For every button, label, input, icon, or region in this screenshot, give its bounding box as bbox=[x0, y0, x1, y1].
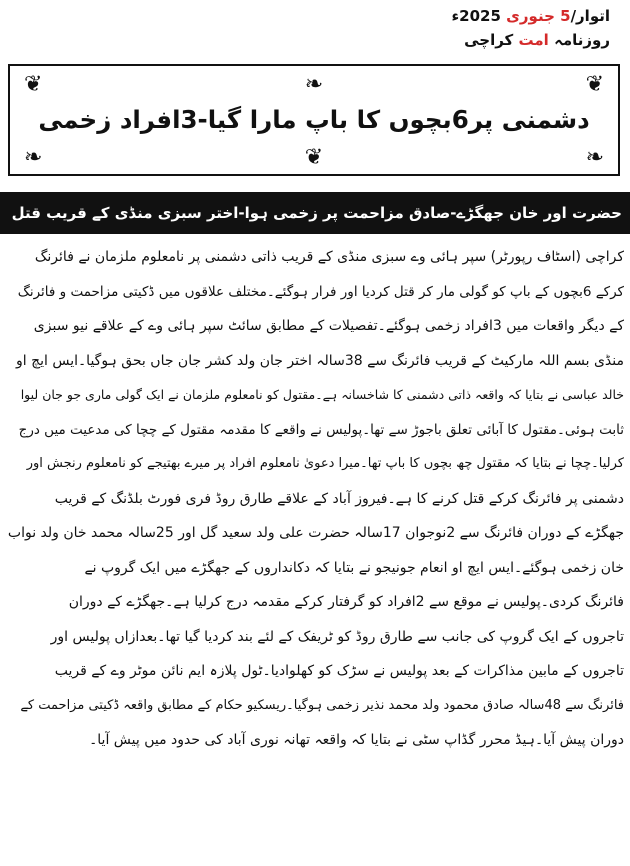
article-line: جھگڑے کے دوران فائرنگ سے 2نوجوان 17سالہ حضرت علی ولد سعید گل اور 25سالہ محمد خان ولد نواب bbox=[7, 525, 624, 541]
article-line: ثابت ہوئی۔مقتول کا آبائی تعلق باجوڑ سے تھا۔پولیس نے واقعے کا مقدمہ مقتول کے چچا کی مدعیت میں درج bbox=[18, 421, 624, 438]
date-line bbox=[370, 4, 610, 28]
article-body bbox=[6, 240, 624, 862]
subheadline: حضرت اور خان جھگڑے-صادق مزاحمت پر زخمی ہوا-اختر سبزی منڈی کے قریب قتل bbox=[0, 192, 630, 234]
flourish-icon: ❦ bbox=[585, 72, 604, 97]
article-line: تاجروں کے مابین مذاکرات کے بعد پولیس نے سڑک کو کھلوادیا۔ٹول پلازہ ایم نائن موٹر وے کے قریب bbox=[54, 663, 624, 679]
article-line: فائرنگ کردی۔پولیس نے موقع سے 2افراد کو گرفتار کرکے مقدمہ درج کرلیا ہے۔جھگڑے کے دوران bbox=[68, 594, 624, 610]
flourish-icon: ❧ bbox=[304, 72, 324, 97]
article-line: کرلیا۔چچا نے بتایا کہ مقتول چھ بچوں کا باپ تھا۔میرا دعویٰ نامعلوم افراد پر میرے بھتیجے کو نامعلوم رنجش اور bbox=[26, 456, 624, 471]
article-line: دشمنی پر فائرنگ کرکے قتل کرنے کا ہے۔فیروز آباد کے علاقے طارق روڈ فری فورٹ بلڈنگ کے قریب bbox=[54, 490, 624, 507]
article-line: کے دیگر واقعات میں 3افراد زخمی ہوگئے۔تفصیلات کے مطابق سائٹ سپر ہائی وے کے علاقے نیو سبزی bbox=[33, 318, 624, 334]
article-line: خان زخمی ہوگئے۔ایس ایچ او انعام جونیجو نے بتایا کہ دکانداروں کے جھگڑے میں ایک گروپ نے bbox=[84, 559, 624, 576]
headline-box bbox=[8, 64, 620, 176]
paper-name: امت bbox=[518, 31, 549, 49]
article-line: دوران پیش آیا۔ہیڈ محرر گڈاپ سٹی نے بتایا کہ واقعہ تھانہ نوری آباد کی حدود میں پیش آیا۔ bbox=[89, 732, 624, 748]
flourish-icon: ❦ bbox=[24, 72, 43, 97]
masthead bbox=[370, 4, 610, 56]
day-name: اتوار/ bbox=[570, 7, 610, 25]
paper-prefix: روزنامہ bbox=[554, 31, 610, 49]
headline: دشمنی پر6بچوں کا باپ مارا گیا-3افراد زخمی bbox=[38, 104, 590, 134]
flourish-icon: ❧ bbox=[24, 145, 43, 170]
article-line: فائرنگ سے 48سالہ صادق محمود ولد محمد نذیر زخمی ہوگیا۔ریسکیو حکام کے مطابق واقعہ ڈکیتی مزاحمت کے bbox=[20, 697, 624, 713]
date-day: 5 bbox=[560, 7, 571, 25]
paper-city: کراچی bbox=[464, 31, 514, 49]
article-line: خالد عباسی نے بتایا کہ واقعہ ذاتی دشمنی کا شاخسانہ ہے۔مقتول کو نامعلوم ملزمان نے ایک گولی ماری جو جان لیوا bbox=[20, 387, 624, 402]
date-month: جنوری bbox=[506, 7, 555, 25]
article-line: منڈی بسم اللہ مارکیٹ کے قریب فائرنگ سے 38سالہ اختر جان ولد کشر جان جاں بحق ہوگیا۔ایس ایچ او bbox=[15, 352, 624, 369]
flourish-icon: ❧ bbox=[585, 145, 604, 170]
article-line: کرکے 6بچوں کے باپ کو گولی مار کر قتل کردیا اور فرار ہوگئے۔مختلف علاقوں میں ڈکیتی مزاحمت و فائرنگ bbox=[17, 283, 624, 300]
article-line: تاجروں کے ایک گروپ کی جانب سے طارق روڈ کو ٹریفک کے لئے بند کردیا گیا تھا۔بعدازاں پولیس اور bbox=[50, 628, 624, 645]
date-year: 2025ء bbox=[451, 7, 501, 25]
paper-line bbox=[370, 28, 610, 52]
article-line: کراچی (اسٹاف رپورٹر) سپر ہائی وے سبزی منڈی کے قریب ذاتی دشمنی پر نامعلوم ملزمان نے فائرنگ bbox=[34, 249, 624, 265]
flourish-icon: ❦ bbox=[304, 145, 324, 170]
